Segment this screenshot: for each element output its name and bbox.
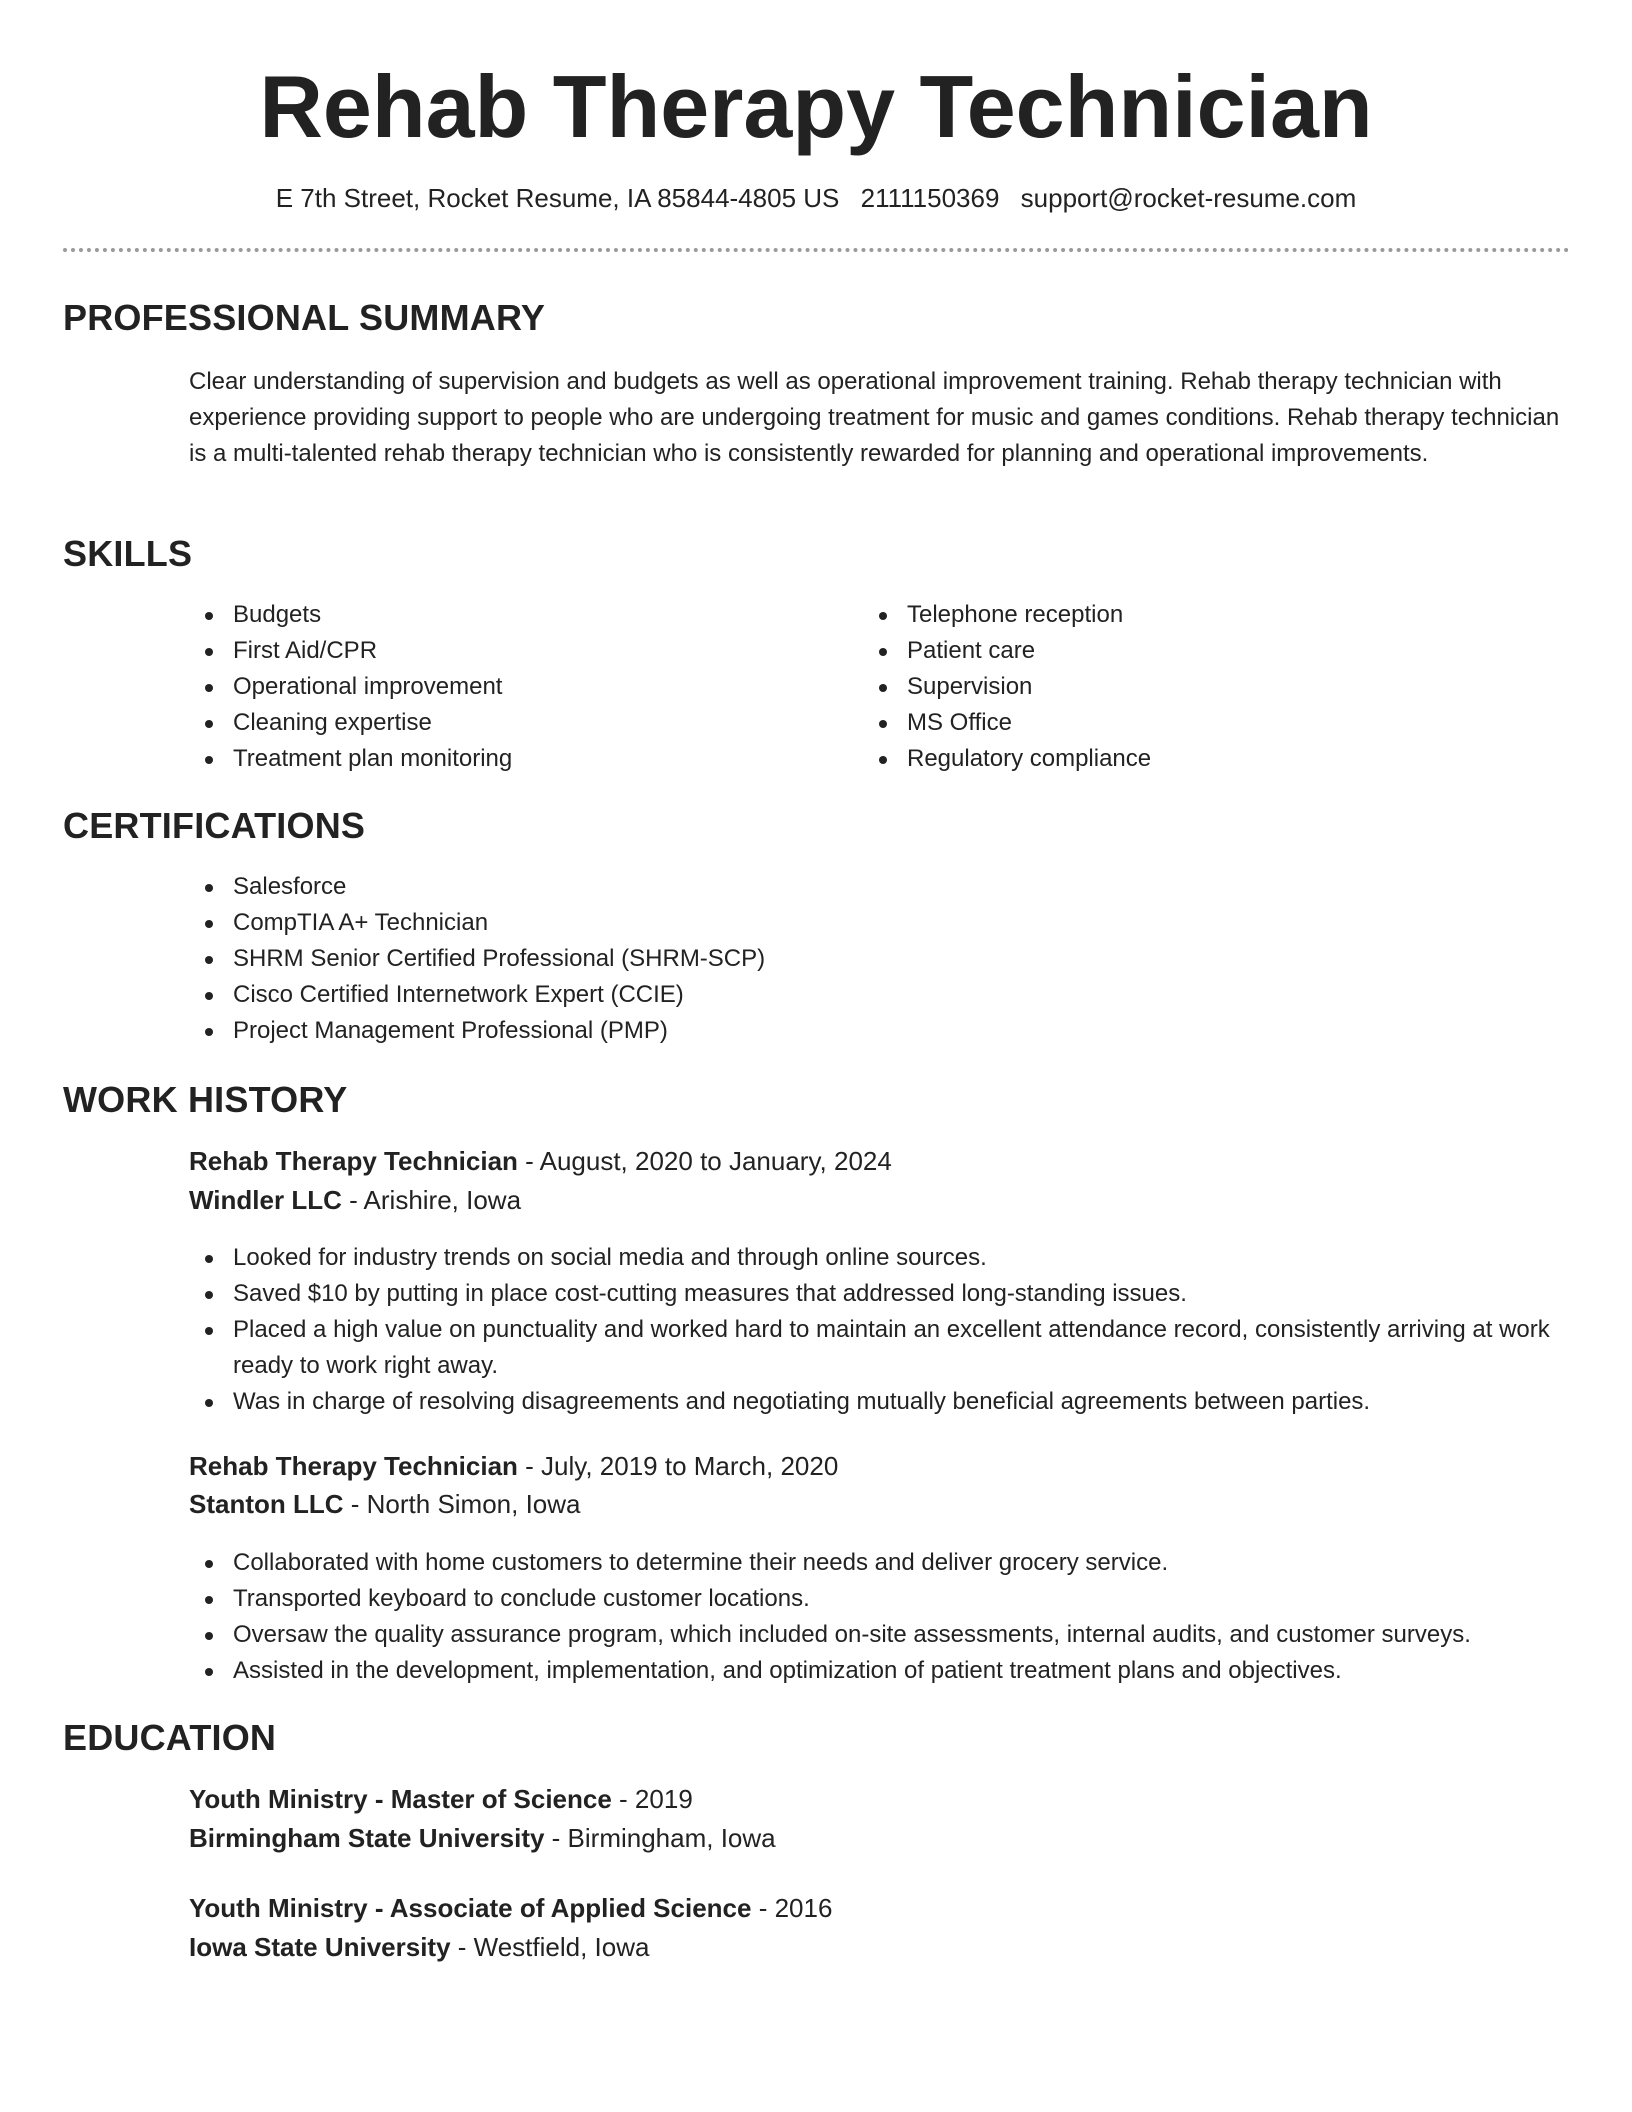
list-item: Placed a high value on punctuality and worked hard to maintain an excellent attendance record, consistently arriving at work ready to work right away. <box>189 1312 1569 1384</box>
job-1-title-line <box>189 1142 892 1180</box>
education-degree: Youth Ministry - Associate of Applied Science <box>189 1893 752 1923</box>
contact-phone: 2111150369 <box>860 183 1000 213</box>
education-1-school-line <box>189 1819 776 1857</box>
list-item: MS Office <box>863 705 1503 741</box>
list-item: Salesforce <box>189 869 1569 905</box>
list-item: Budgets <box>189 597 829 633</box>
list-item: SHRM Senior Certified Professional (SHRM-SCP) <box>189 941 1569 977</box>
section-title-work-history: WORK HISTORY <box>63 1079 348 1120</box>
list-item: Telephone reception <box>863 597 1503 633</box>
section-title-certifications: CERTIFICATIONS <box>63 805 366 846</box>
list-item: CompTIA A+ Technician <box>189 905 1569 941</box>
job-2-company-line <box>189 1485 581 1523</box>
education-1-degree-line <box>189 1780 693 1818</box>
job-2-title-line <box>189 1447 838 1485</box>
job-1-company-line <box>189 1181 521 1219</box>
education-2-degree-line <box>189 1889 832 1927</box>
job-role: Rehab Therapy Technician <box>189 1451 518 1481</box>
contact-address: E 7th Street, Rocket Resume, IA 85844-4805 US <box>275 183 840 213</box>
section-title-skills: SKILLS <box>63 533 193 574</box>
contact-email: support@rocket-resume.com <box>1020 183 1357 213</box>
education-year: - 2016 <box>751 1893 833 1923</box>
list-item: Assisted in the development, implementation, and optimization of patient treatment plans and objectives. <box>189 1653 1569 1689</box>
education-2-school-line <box>189 1928 649 1966</box>
skills-list-left <box>189 597 829 777</box>
list-item: Supervision <box>863 669 1503 705</box>
candidate-name: Rehab Therapy Technician <box>259 57 1373 156</box>
header-divider <box>63 248 1570 252</box>
skills-list-right <box>863 597 1503 777</box>
job-dates: - August, 2020 to January, 2024 <box>517 1146 892 1176</box>
list-item: Oversaw the quality assurance program, which included on-site assessments, internal audits, and customer surveys. <box>189 1617 1569 1653</box>
list-item: Operational improvement <box>189 669 829 705</box>
job-dates: - July, 2019 to March, 2020 <box>517 1451 839 1481</box>
job-location: - North Simon, Iowa <box>343 1489 581 1519</box>
education-school: Iowa State University <box>189 1932 451 1962</box>
list-item: Patient care <box>863 633 1503 669</box>
education-location: - Westfield, Iowa <box>450 1932 650 1962</box>
list-item: Cisco Certified Internetwork Expert (CCIE) <box>189 977 1569 1013</box>
list-item: First Aid/CPR <box>189 633 829 669</box>
list-item: Was in charge of resolving disagreements and negotiating mutually beneficial agreements between parties. <box>189 1384 1569 1420</box>
section-title-education: EDUCATION <box>63 1717 277 1758</box>
certifications-list <box>189 869 1569 1049</box>
job-1-bullets <box>189 1240 1569 1420</box>
job-company: Stanton LLC <box>189 1489 344 1519</box>
contact-line <box>0 180 1632 216</box>
job-2-bullets <box>189 1545 1569 1689</box>
job-role: Rehab Therapy Technician <box>189 1146 518 1176</box>
section-title-summary: PROFESSIONAL SUMMARY <box>63 297 546 338</box>
list-item: Transported keyboard to conclude customer locations. <box>189 1581 1569 1617</box>
list-item: Looked for industry trends on social media and through online sources. <box>189 1240 1569 1276</box>
list-item: Saved $10 by putting in place cost-cutting measures that addressed long-standing issues. <box>189 1276 1569 1312</box>
job-company: Windler LLC <box>189 1185 342 1215</box>
education-degree: Youth Ministry - Master of Science <box>189 1784 612 1814</box>
summary-text: Clear understanding of supervision and budgets as well as operational improvement training. Rehab therapy technician with experience providing support to people who are undergoing treatment for music and games conditions. Rehab therapy technician is a multi-talented rehab therapy technician who is consistently rewarded for planning and operational improvements. <box>189 368 1560 467</box>
list-item: Regulatory compliance <box>863 741 1503 777</box>
education-location: - Birmingham, Iowa <box>544 1823 776 1853</box>
list-item: Cleaning expertise <box>189 705 829 741</box>
education-school: Birmingham State University <box>189 1823 545 1853</box>
list-item: Treatment plan monitoring <box>189 741 829 777</box>
job-location: - Arishire, Iowa <box>341 1185 522 1215</box>
education-year: - 2019 <box>611 1784 693 1814</box>
list-item: Collaborated with home customers to determine their needs and deliver grocery service. <box>189 1545 1569 1581</box>
list-item: Project Management Professional (PMP) <box>189 1013 1569 1049</box>
